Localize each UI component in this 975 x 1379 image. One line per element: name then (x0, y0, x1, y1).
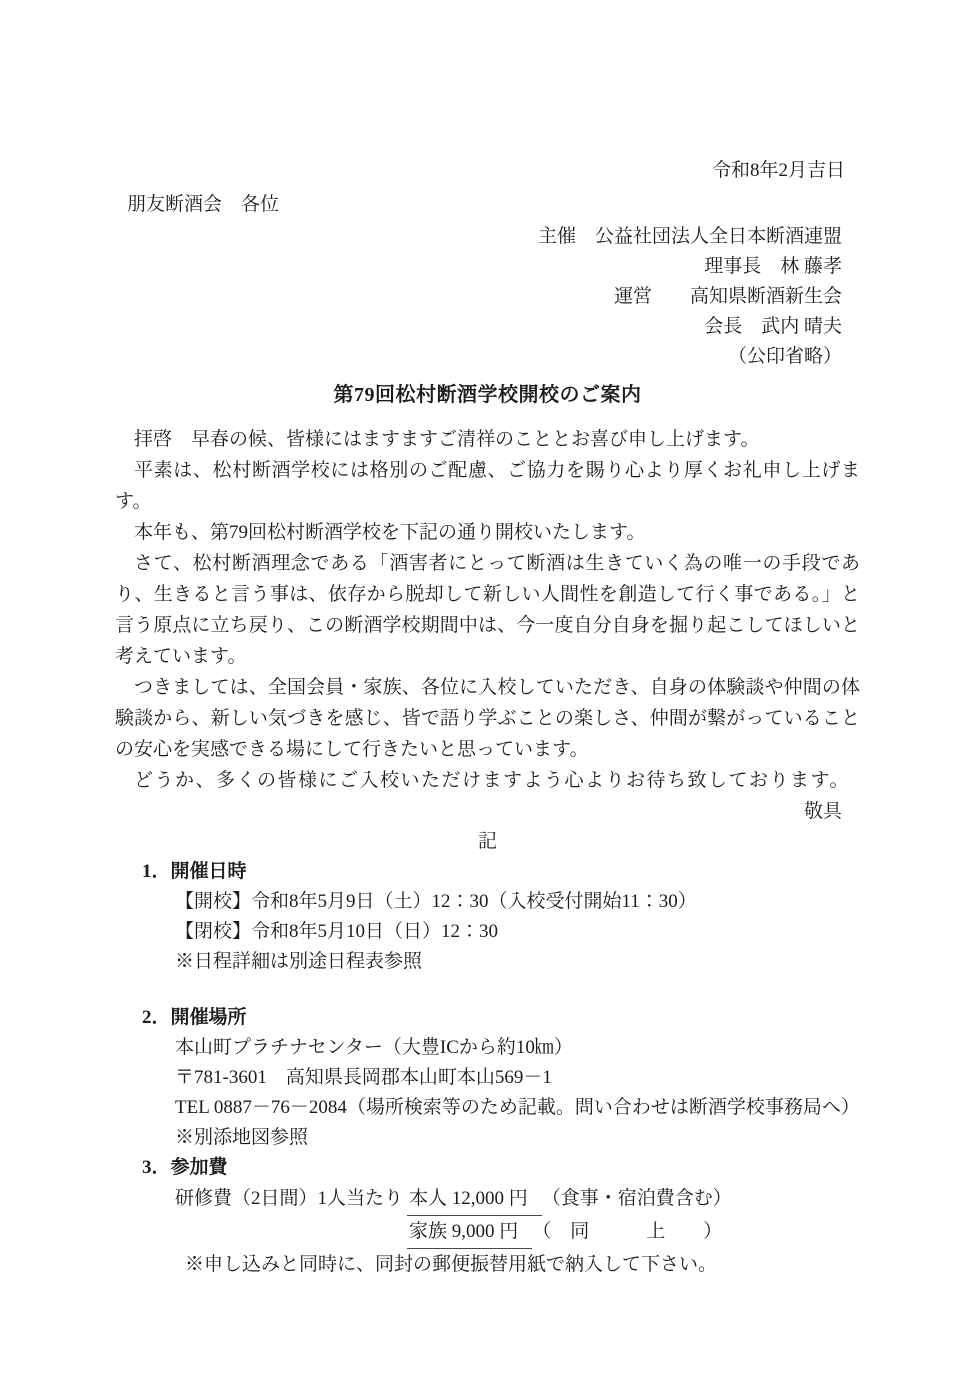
schedule-note-line: ※日程詳細は別途日程表参照 (175, 951, 423, 972)
paragraph-greeting: 拝啓 早春の候、皆様にはますますご清祥のこととお喜び申し上げます。 (134, 429, 760, 450)
fee-amount-family-note: （ 同 上 ） (532, 1221, 723, 1242)
fee-label: 研修費（2日間）1人当たり (175, 1188, 404, 1209)
section-heading-datetime: 1．開催日時 (142, 861, 247, 882)
payment-note-line: ※申し込みと同時に、同封の郵便振替用紙で納入して下さい。 (185, 1254, 718, 1275)
closing-datetime-line: 【閉校】令和8年5月10日（日）12：30 (175, 921, 499, 942)
section-venue (115, 1003, 860, 1153)
opening-datetime-line: 【開校】令和8年5月9日（土）12：30（入校受付開始11：30） (175, 891, 697, 912)
sender-block (115, 222, 860, 372)
paragraph-invitation: つきましては、全国会員・家族、各位に入校していただき、自身の体験談や仲間の体験談から、新しい気づきを感じ、皆で語り学ぶことの楽しさ、仲間が繋がっていることの安心を実感できる場にして行きたいと思っています。 (115, 677, 860, 760)
section-datetime (115, 857, 860, 977)
sender-line-organizer: 主催 公益社団法人全日本断酒連盟 (537, 226, 842, 247)
section-heading-venue: 2．開催場所 (142, 1007, 247, 1028)
paragraph-announce: 本年も、第79回松村断酒学校を下記の通り開校いたします。 (134, 522, 646, 543)
sender-line-president: 会長 武内 晴夫 (704, 316, 842, 337)
section-heading-fee: 3．参加費 (142, 1157, 228, 1178)
page-title: 第79回松村断酒学校開校のご案内 (333, 384, 642, 406)
section-fee (115, 1153, 860, 1280)
date-line: 令和8年2月吉日 (711, 160, 845, 181)
sender-line-operator: 運営 高知県断酒新生会 (613, 286, 842, 307)
record-marker: 記 (477, 831, 497, 852)
section-spacer (115, 977, 860, 1003)
fee-row-family (115, 1216, 860, 1249)
venue-tel-line: TEL 0887－76－2084（場所検索等のため記載。問い合わせは断酒学校事務局へ） (175, 1097, 860, 1118)
fee-amount-member-note: （食事・宿泊費含む） (541, 1188, 732, 1209)
sender-line-seal-note: （公印省略） (727, 346, 842, 367)
paragraph-thanks: 平素は、松村断酒学校には格別のご配慮、ご協力を賜り心より厚くお礼申し上げます。 (115, 460, 860, 512)
venue-name-line: 本山町プラチナセンター（大豊ICから約10㎞） (175, 1037, 573, 1058)
fee-amount-member: 本人 12,000 円 (407, 1183, 542, 1216)
sender-line-chairman: 理事長 林 藤孝 (704, 256, 842, 277)
map-note-line: ※別添地図参照 (175, 1127, 309, 1148)
recipient-line: 朋友断酒会 各位 (127, 194, 280, 215)
venue-address-line: 〒781-3601 高知県長岡郡本山町本山569－1 (175, 1067, 552, 1088)
paragraph-philosophy: さて、松村断酒理念である「酒害者にとって断酒は生きていく為の唯一の手段であり、生きると言う事は、依存から脱却して新しい人間性を創造して行く事である。」と言う原点に立ち戻り、この断酒学校期間中は、今一度自分自身を掘り起こしてほしいと考えています。 (115, 553, 860, 667)
fee-row-member (115, 1183, 860, 1216)
letter-body (115, 424, 860, 796)
paragraph-welcome: どうか、多くの皆様にご入校いただけますよう心よりお待ち致しております。 (134, 770, 850, 791)
closing-word: 敬具 (803, 801, 842, 822)
fee-amount-family: 家族 9,000 円 (407, 1216, 532, 1249)
